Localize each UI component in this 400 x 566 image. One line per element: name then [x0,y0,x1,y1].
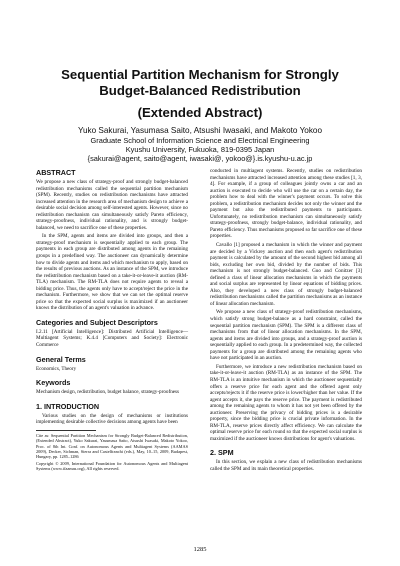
copyright-footnote: Copyright © 2009, International Foundation for Autonomous Agents and Multiagent Systems (www.ifaamas.org), All rights reserved. [36,460,188,472]
body-paragraph: Furthermore, we introduce a new redistribution mechanism based on take-it-or-leave-it auction (RM-TLA) as an instance of the SPM. The RM-TLA is an intuitive mechanism in which the auctioneer sequentially offers a reserve price for each agent and the offered agent only accepts/rejects it if the reserve price is lower/higher than her value. If the agent accepts it, she pays the reserve price. The payment is redistributed among the remaining agents to whom it has not yet been offered by the auctioneer. Preserving the privacy of bidding prices is a desirable property, since the bidding price is crucial private information. In the RM-TLA, reserve prices directly affect efficiency. We can calculate the optimal reserve price for each round so that the expected social surplus is maximized if the auctioneer knows distributions for agent's valuations. [210,363,362,442]
right-column [210,168,362,475]
general-terms-heading: General Terms [36,354,86,364]
spm-heading: 2. SPM [210,448,234,458]
paper-subtitle: (Extended Abstract) [137,105,263,120]
abstract-paragraph: We propose a new class of strategy-proof and strongly budget-balanced redistribution mechanisms called the sequential partition mechanism (SPM). Recently, studies on redistribution mechanisms have attracted increased attention in the research area of mechanism design to achieve a desirable social decision among self-interested agents. However, since no redistribution mechanism can simultaneously satisfy Pareto efficiency, strategy-proofness, individual rationality, and is strongly budget-balanced, we need to sacrifice one of these properties. [36,179,188,231]
body-paragraph: conducted in multiagent systems. Recently, studies on redistribution mechanisms have attracted increased attention among these studies [1, 3, 4]. For example, if a group of colleagues jointly owns a car and an auction is executed to decide who will use the car on a certain day, the problem how to deal with the winner's payment occurs. To solve this problem, a redistribution mechanism decides not only the winner and the payment but also the redistributed payments to participants. Unfortunately, no redistribution mechanism can simultaneously satisfy strategy-proofness, strongly budget-balance, individual rationality, and Pareto efficiency. Thus mechanisms proposed so far sacrifice one of these properties. [210,168,362,240]
footnote-divider [36,430,96,431]
introduction-heading: 1. INTRODUCTION [36,401,100,411]
keywords-text: Mechanism design, redistribution, budget balance, strategy-proofness [36,389,180,396]
spm-paragraph: In this section, we explain a new class of redistribution mechanisms called the SPM and its main theoretical properties. [210,459,362,472]
general-terms-text: Economics, Theory [36,365,77,372]
abstract-paragraph: In the SPM, agents and items are divided into groups, and then a strategy-proof mechanism is sequentially applied to each group. The payments in each group are distributed among agents in the remaining groups in a predefined way. The auctioneer can dynamically determine how to divide agents and items and which mechanism to apply, based on the results of previous auctions. As an instance of the SPM, we introduce the redistribution mechanism based on a take-it-or-leave-it auction (RM-TLA) mechanism. The RM-TLA does not require agents to reveal a bidding price. Thus, the agents only have to accept/reject the price in the mechanism. Furthermore, we show that we can set the optimal reserve price so that the expected social surplus is maximized if an auctioneer knows the distribution of an agent's valuation in advance. [36,233,188,312]
left-column [36,168,188,473]
keywords-heading: Keywords [36,378,71,388]
author-emails: {sakurai@agent, saito@agent, iwasaki@, yokoo@}.is.kyushu-u.ac.jp [87,154,313,163]
categories-heading: Categories and Subject Descriptors [36,317,158,327]
author-names: Yuko Sakurai, Yasumasa Saito, Atsushi Iwasaki, and Makoto Yokoo [77,126,323,135]
author-address: Kyushu University, Fukuoka, 819-0395 Japan [125,145,275,154]
introduction-paragraph: Various studies on the design of mechanisms or institutions implementing desirable collective decisions among agents have been [36,412,188,426]
paper-title: Sequential Partition Mechanism for Strongly Budget-Balanced Redistribution [61,67,339,98]
citation-footnote: Cite as: Sequential Partition Mechanism for Strongly Budget-Balanced Redistribution, (Extended Abstract), Yuko Sakurai, Yasumasa Saito, Atsushi Iwasaki, Makoto Yokoo, Proc. of 8th Int. Conf. on Autonomous Agents and Multiagent Systems (AAMAS 2009), Decker, Sichman, Sierra and Castelfranchi (eds.), May, 10–15, 2009, Budapest, Hungary, pp. 1285–1286 [36,432,188,460]
body-paragraph: Cavallo [1] proposed a mechanism in which the winner and payment are decided by a Vickrey auction and then each agent's redistribution payment is calculated by the amount of the second highest bid among all bids, excluding her own bid, divided by the number of bids. This mechanism is not strongly budget-balanced. Guo and Conitzer [3] defined a class of linear allocation mechanisms in which the payments and social surplus are represented by linear equations of bidding prices. Also, they developed a new class of strongly budget-balanced redistribution mechanisms called the partition mechanisms as an instance of linear allocation mechanism. [210,242,362,307]
body-paragraph: We propose a new class of strategy-proof redistribution mechanisms, which satisfy strong budget-balance as a hard constraint, called the sequential partition mechanism (SPM). The SPM is a different class of mechanisms from that of linear allocation mechanisms. In the SPM, agents and items are divided into groups, and a strategy-proof auction is sequentially applied to each group. In a predetermined way, the collected payments for a group are distributed among the remaining agents who have not participated in an auction. [210,309,362,362]
author-affiliation: Graduate School of Information Science and Electrical Engineering [90,136,310,145]
page-number: 1285 [193,546,207,553]
author-block [30,126,370,163]
categories-text: I.2.11 [Artificial Intelligence]: Distributed Artificial Intelligence—Multiagent Systems; K.4.4 [Computers and Society]: Electronic Commerce [36,328,188,349]
abstract-heading: ABSTRACT [36,168,76,177]
